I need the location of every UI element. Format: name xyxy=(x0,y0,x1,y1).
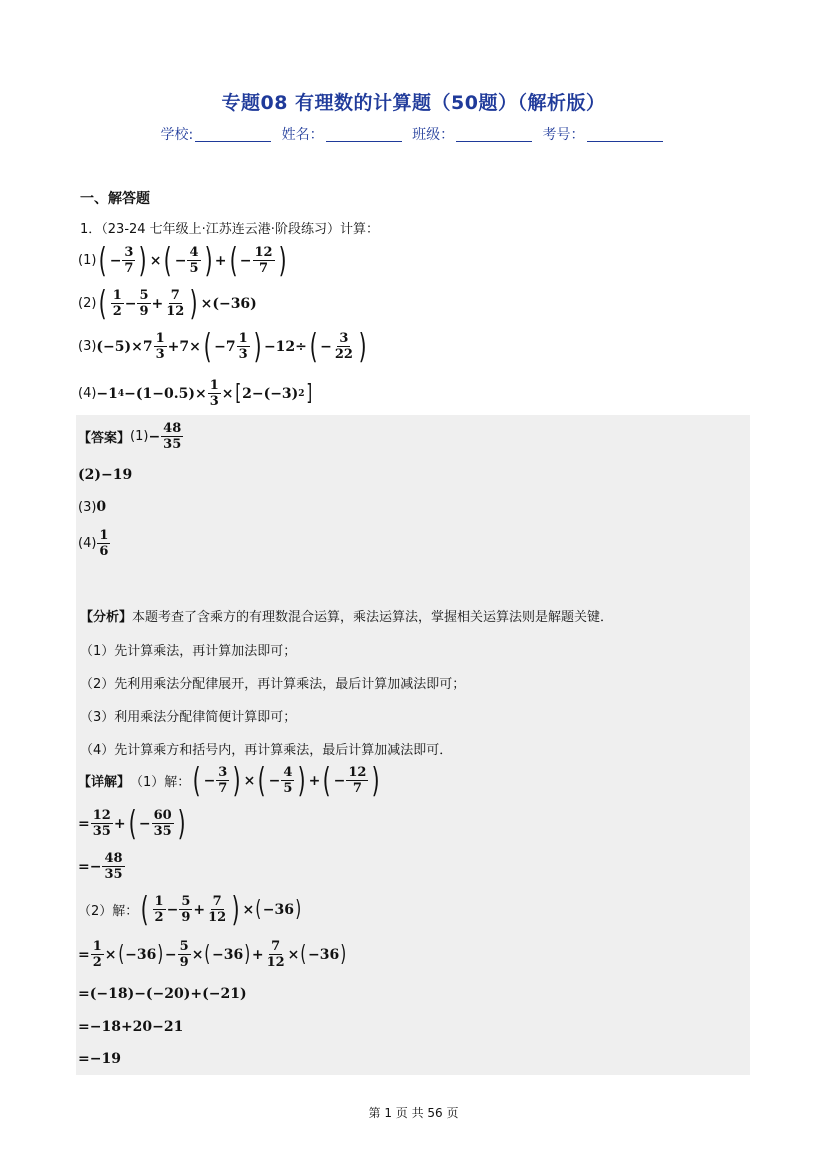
detail-2-line-1: （2）解： ( $\frac{1}{2}$ − $\frac{5}{9}$ + $\frac{7}{12}$ ) × ( −36 ) xyxy=(78,889,302,930)
expr-1: ( − $\frac{3}{7}$ ) × ( − $\frac{4}{5}$ ) + ( − $\frac{12}{7}$ ) xyxy=(99,240,287,281)
problem-2: (2) ( $\frac{1}{2}$ − $\frac{5}{9}$ + $\frac{7}{12}$ ) ×(−36) xyxy=(78,283,257,324)
section-title: 一、解答题 xyxy=(80,191,150,207)
page-title: 专题08 有理数的计算题（50题）（解析版） xyxy=(221,92,606,114)
detail-1-line-3: =− $\frac{48}{35}$ xyxy=(78,851,123,882)
name-label: 姓名： xyxy=(281,127,324,143)
detail-2-line-5: =−19 xyxy=(78,1051,121,1067)
detail-1-line-2: = $\frac{12}{35}$ + ( − $\frac{60}{35}$ ) xyxy=(78,803,186,844)
problem-3: (3) (−5)×7 $\frac{1}{3}$ +7× ( −7 $\frac{1}{3}$ ) −12÷ ( − $\frac{3}{22}$ ) xyxy=(78,331,369,362)
answer-2: (2)−19 xyxy=(78,467,133,483)
expr-4: −1 4 −(1−0.5)× $\frac{1}{3}$ × [ 2−(−3) 2 ] xyxy=(96,378,312,409)
class-blank xyxy=(456,127,532,142)
answer-1: 【答案】 (1) − $\frac{48}{35}$ xyxy=(78,421,182,452)
analysis-paragraph: 【分析】本题考查了含乘方的有理数混合运算，乘法运算法，掌握相关运算法则是解题关键． xyxy=(80,610,614,625)
analysis-step-1: （1）先计算乘法，再计算加法即可； xyxy=(80,644,297,659)
analysis-step-3: （3）利用乘法分配律简便计算即可； xyxy=(80,710,297,725)
answer-4: (4) $\frac{1}{6}$ xyxy=(78,528,109,559)
school-blank xyxy=(195,127,271,142)
student-info-line xyxy=(0,124,827,144)
detail-2-line-2: = $\frac{1}{2}$ × ( −36 ) − $\frac{5}{9}$ × ( −36 ) + $\frac{7}{12}$ × ( −36 ) xyxy=(78,939,347,970)
analysis-step-4: （4）先计算乘方和括号内，再计算乘法，最后计算加减法即可． xyxy=(80,743,453,758)
detail-2-line-3: =(−18)−(−20)+(−21) xyxy=(78,986,247,1002)
school-label: 学校: xyxy=(160,127,194,143)
detail-1-line-1: 【详解】 （1）解： ( − $\frac{3}{7}$ ) × ( − $\frac{4}{5}$ ) + ( − $\frac{12}{7}$ ) xyxy=(78,760,381,801)
problem-4: (4) −1 4 −(1−0.5)× $\frac{1}{3}$ × [ 2−(−3) 2 ] xyxy=(78,378,312,409)
detail-2-line-4: =−18+20−21 xyxy=(78,1019,184,1035)
expr-3: (−5)×7 $\frac{1}{3}$ +7× ( −7 $\frac{1}{3}$ ) −12÷ ( − $\frac{3}{22}$ ) xyxy=(96,326,367,367)
name-blank xyxy=(326,127,402,142)
problem-1: (1) ( − $\frac{3}{7}$ ) × ( − $\frac{4}{5}$ ) + ( − $\frac{12}{7}$ ) xyxy=(78,245,289,276)
answer-3: (3) 0 xyxy=(78,499,107,515)
analysis-step-2: （2）先利用乘法分配律展开，再计算乘法，最后计算加减法即可； xyxy=(80,677,466,692)
page-footer: 第 1 页 共 56 页 xyxy=(368,1106,459,1120)
expr-2: ( $\frac{1}{2}$ − $\frac{5}{9}$ + $\frac{7}{12}$ ) ×(−36) xyxy=(99,283,257,324)
question-stem: 1．（23-24 七年级上·江苏连云港·阶段练习）计算： xyxy=(80,222,379,237)
number-label: 考号： xyxy=(542,127,585,143)
class-label: 班级： xyxy=(412,127,455,143)
number-blank xyxy=(587,127,663,142)
